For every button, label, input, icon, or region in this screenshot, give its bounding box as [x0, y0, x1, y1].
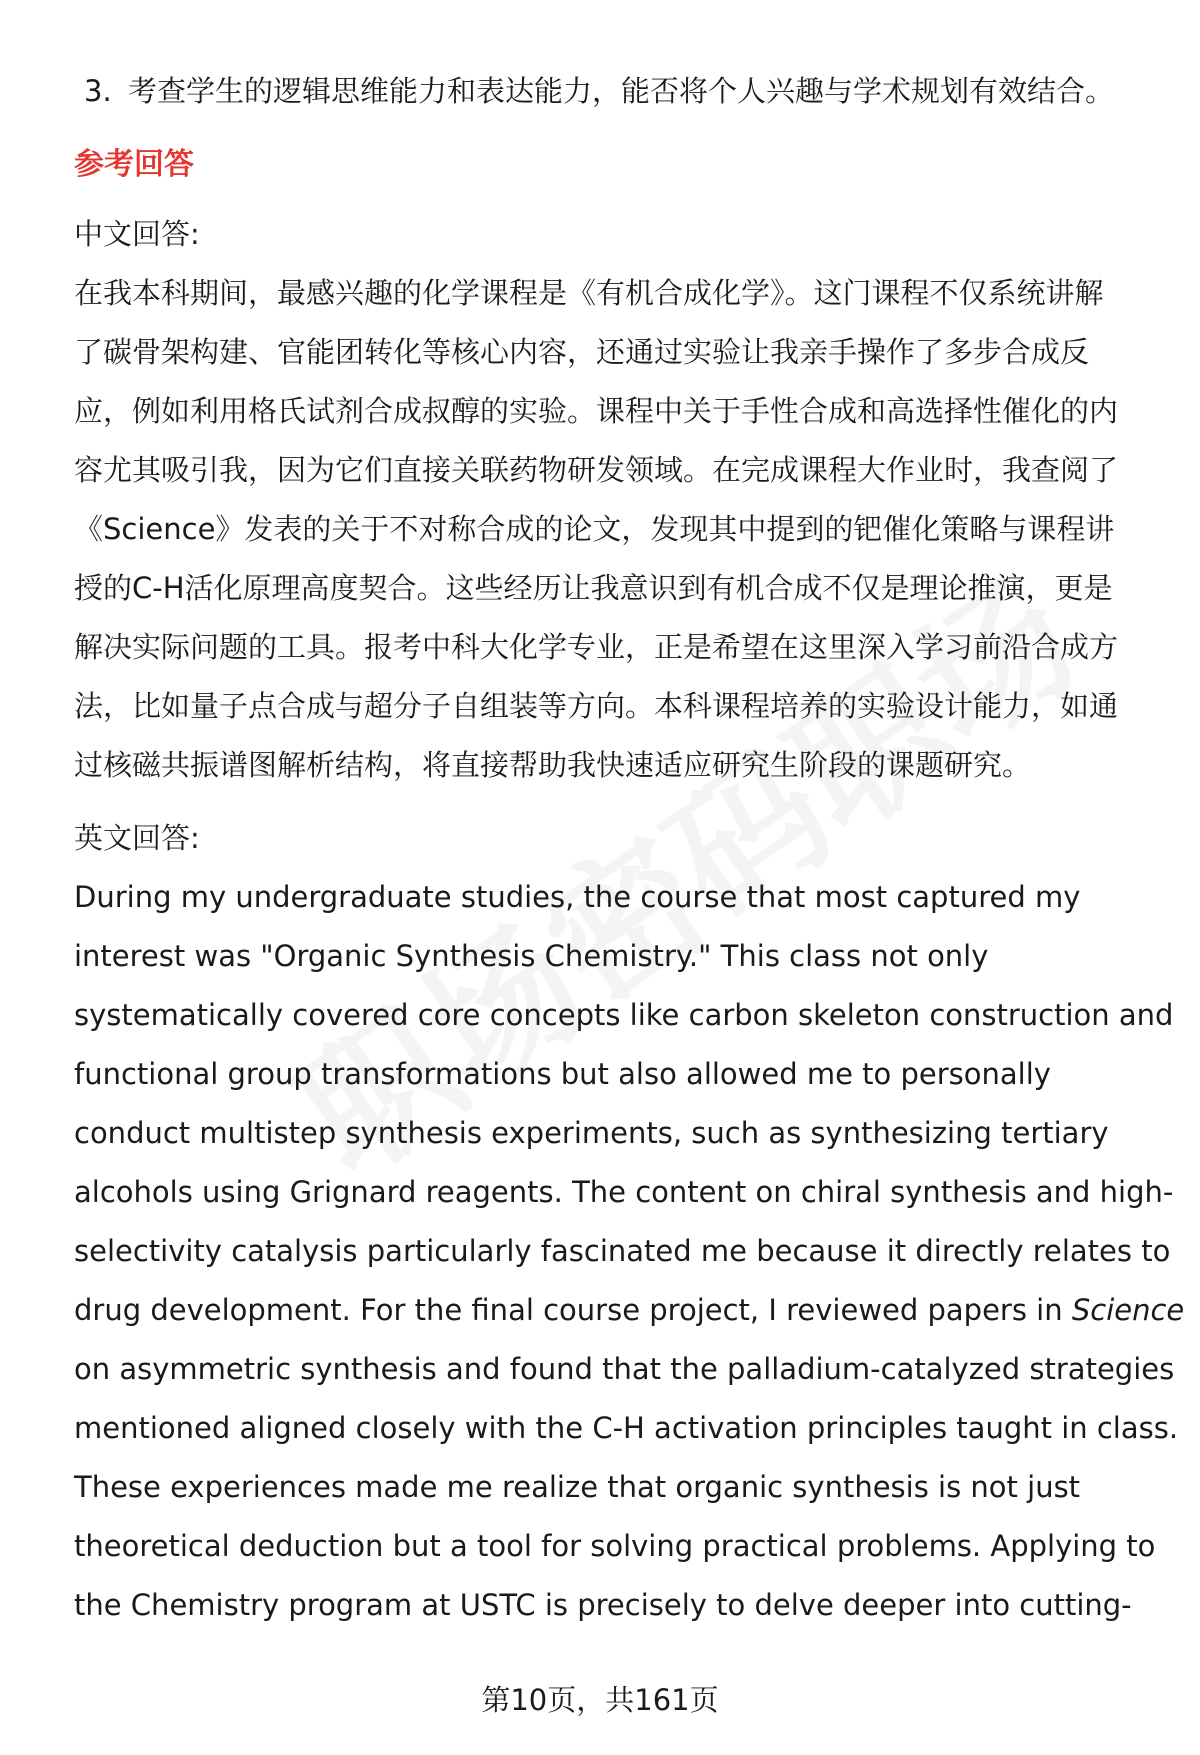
english-answer-line: theoretical deduction but a tool for solving practical problems. Applying to [74, 1529, 1156, 1563]
criteria-item-text: 考查学生的逻辑思维能力和表达能力，能否将个人兴趣与学术规划有效结合。 [128, 74, 1115, 108]
chinese-answer-line: 解决实际问题的工具。报考中科大化学专业，正是希望在这里深入学习前沿合成方 [74, 630, 1119, 664]
english-answer-line: the Chemistry program at USTC is precisely to delve deeper into cutting- [74, 1588, 1132, 1622]
english-answer-line: During my undergraduate studies, the course that most captured my [74, 880, 1081, 914]
english-answer-label: 英文回答: [74, 821, 200, 855]
chinese-answer-line: 在我本科期间，最感兴趣的化学课程是《有机合成化学》。这门课程不仅系统讲解 [74, 276, 1104, 310]
english-answer-line: on asymmetric synthesis and found that the palladium-catalyzed strategies [74, 1352, 1175, 1386]
english-answer-line: systematically covered core concepts like carbon skeleton construction and [74, 998, 1174, 1032]
english-answer-line [74, 1281, 1185, 1340]
chinese-answer-body [74, 264, 1160, 795]
english-answer-line: conduct multistep synthesis experiments, such as synthesizing tertiary [74, 1116, 1109, 1150]
chinese-answer-line: 过核磁共振谱图解析结构，将直接帮助我快速适应研究生阶段的课题研究。 [74, 748, 1032, 782]
chinese-answer-line: 了碳骨架构建、官能团转化等核心内容，还通过实验让我亲手操作了多步合成反 [74, 335, 1090, 369]
english-answer-body [74, 868, 1185, 1635]
english-answer-line: selectivity catalysis particularly fascinated me because it directly relates to [74, 1234, 1171, 1268]
journal-name-science: Science [1071, 1293, 1185, 1327]
page-number-footer: 第10页，共161页 [481, 1683, 719, 1717]
criteria-item-3 [74, 62, 1160, 121]
english-answer-line: These experiences made me realize that organic synthesis is not just [74, 1470, 1081, 1504]
chinese-answer-label: 中文回答: [74, 217, 200, 251]
chinese-answer-line: 《Science》发表的关于不对称合成的论文，发现其中提到的钯催化策略与课程讲 [74, 512, 1115, 546]
english-line-text: drug development. For the final course project, I reviewed papers in [74, 1293, 1072, 1327]
english-answer-line: interest was "Organic Synthesis Chemistry." This class not only [74, 939, 989, 973]
chinese-answer-line: 应，例如利用格氏试剂合成叔醇的实验。课程中关于手性合成和高选择性催化的内 [74, 394, 1119, 428]
chinese-answer-line: 容尤其吸引我，因为它们直接关联药物研发领域。在完成课程大作业时，我查阅了 [74, 453, 1119, 487]
criteria-item-number: 3. [84, 74, 112, 108]
chinese-answer-line: 法，比如量子点合成与超分子自组装等方向。本科课程培养的实验设计能力，如通 [74, 689, 1119, 723]
chinese-answer-line: 授的C-H活化原理高度契合。这些经历让我意识到有机合成不仅是理论推演，更是 [74, 571, 1113, 605]
english-answer-line: alcohols using Grignard reagents. The content on chiral synthesis and high- [74, 1175, 1174, 1209]
english-answer-line: mentioned aligned closely with the C-H activation principles taught in class. [74, 1411, 1179, 1445]
reference-answer-heading: 参考回答 [74, 147, 194, 182]
document-page [74, 62, 1185, 1635]
english-answer-line: functional group transformations but also allowed me to personally [74, 1057, 1051, 1091]
